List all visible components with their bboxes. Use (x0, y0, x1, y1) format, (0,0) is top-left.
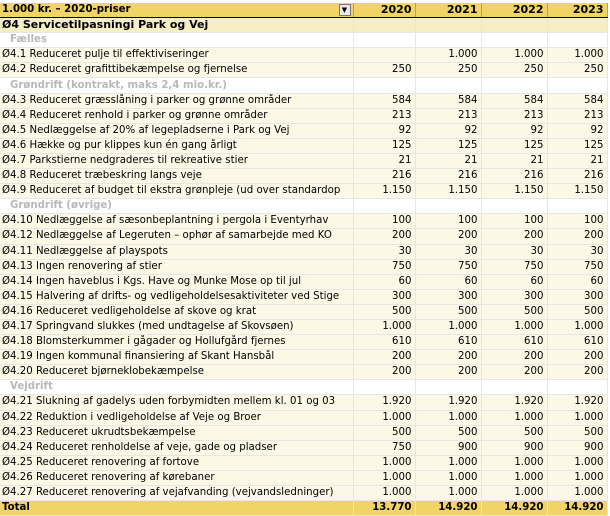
empty-cell[interactable] (481, 199, 547, 214)
budget-table (0, 3, 608, 516)
value-cell-2022[interactable]: 1.000 (481, 410, 547, 425)
value-cell-2020[interactable]: 750 (353, 259, 415, 274)
empty-cell[interactable] (415, 78, 481, 93)
table-row (0, 440, 607, 455)
value-cell-2023[interactable]: 216 (547, 169, 607, 184)
section-label[interactable]: Grøndrift (øvrige) (0, 199, 353, 214)
value-cell-2023[interactable]: 1.150 (547, 184, 607, 199)
value-cell-2022[interactable]: 300 (481, 289, 547, 304)
row-label[interactable]: Ø4.19 Ingen kommunal finansiering af Skant Hansbål (0, 350, 353, 365)
value-cell-2020[interactable]: 200 (353, 229, 415, 244)
value-cell-2022[interactable]: 1.920 (481, 395, 547, 410)
section-label[interactable]: Grøndrift (kontrakt, maks 2,4 mio.kr.) (0, 78, 353, 93)
value-cell-2021[interactable]: 500 (415, 304, 481, 319)
value-cell-2021[interactable]: 1.920 (415, 395, 481, 410)
value-cell-2020[interactable]: 250 (353, 63, 415, 78)
section-label[interactable]: Fælles (0, 33, 353, 48)
row-label[interactable]: Ø4.11 Nedlæggelse af playspots (0, 244, 353, 259)
value-cell-2020[interactable]: 92 (353, 123, 415, 138)
row-label[interactable]: Ø4.1 Reduceret pulje til effektiviseringer (0, 48, 353, 63)
value-cell-2023[interactable]: 1.000 (547, 319, 607, 334)
table-row (0, 289, 607, 304)
value-cell-2023[interactable]: 30 (547, 244, 607, 259)
row-label[interactable]: Ø4.2 Reduceret grafittibekæmpelse og fjernelse (0, 63, 353, 78)
value-cell-2020[interactable]: 30 (353, 244, 415, 259)
value-cell-2020[interactable]: 1.000 (353, 455, 415, 470)
value-cell-2022[interactable]: 500 (481, 304, 547, 319)
value-cell-2020[interactable]: 216 (353, 169, 415, 184)
table-row (0, 48, 607, 63)
row-label[interactable]: Ø4.25 Reduceret renovering af fortove (0, 455, 353, 470)
section-row (0, 78, 607, 93)
value-cell-2023[interactable]: 92 (547, 123, 607, 138)
section-row (0, 33, 607, 48)
empty-cell[interactable] (353, 78, 415, 93)
value-cell-2020[interactable]: 500 (353, 425, 415, 440)
value-cell-2021[interactable]: 1.000 (415, 470, 481, 485)
value-cell-2022[interactable]: 1.000 (481, 319, 547, 334)
table-row (0, 214, 607, 229)
empty-cell[interactable] (547, 78, 607, 93)
empty-cell[interactable] (547, 199, 607, 214)
table-row (0, 153, 607, 168)
value-cell-2020[interactable]: 60 (353, 274, 415, 289)
row-label[interactable]: Ø4.27 Reduceret renovering af vejafvanding (vejvandsledninger) (0, 486, 353, 501)
value-cell-2021[interactable]: 1.000 (415, 410, 481, 425)
row-label[interactable]: Ø4.23 Reduceret ukrudtsbekæmpelse (0, 425, 353, 440)
table-row (0, 138, 607, 153)
value-cell-2022[interactable]: 750 (481, 259, 547, 274)
empty-cell[interactable] (353, 380, 415, 395)
value-cell-2022[interactable]: 1.000 (481, 486, 547, 501)
value-cell-2023[interactable]: 1.000 (547, 48, 607, 63)
row-label[interactable]: Ø4.20 Reduceret bjørneklobekæmpelse (0, 365, 353, 380)
value-cell-2023[interactable]: 900 (547, 440, 607, 455)
table-row (0, 395, 607, 410)
empty-cell[interactable] (353, 33, 415, 48)
value-cell-2020[interactable]: 610 (353, 335, 415, 350)
table-row (0, 184, 607, 199)
empty-cell[interactable] (481, 78, 547, 93)
total-value-2021[interactable]: 14.920 (415, 501, 481, 516)
value-cell-2023[interactable]: 1.920 (547, 395, 607, 410)
value-cell-2020[interactable]: 500 (353, 304, 415, 319)
value-cell-2020[interactable]: 750 (353, 440, 415, 455)
value-cell-2023[interactable]: 300 (547, 289, 607, 304)
value-cell-2021[interactable]: 60 (415, 274, 481, 289)
value-cell-2021[interactable]: 213 (415, 108, 481, 123)
value-cell-2020[interactable]: 200 (353, 350, 415, 365)
table-row (0, 108, 607, 123)
value-cell-2022[interactable]: 200 (481, 365, 547, 380)
value-cell-2020[interactable]: 1.150 (353, 184, 415, 199)
value-cell-2022[interactable]: 250 (481, 63, 547, 78)
value-cell-2021[interactable]: 900 (415, 440, 481, 455)
value-cell-2021[interactable]: 610 (415, 335, 481, 350)
row-label[interactable]: Ø4.22 Reduktion i vedligeholdelse af Veje og Broer (0, 410, 353, 425)
table-row (0, 123, 607, 138)
table-row (0, 455, 607, 470)
row-label[interactable]: Ø4.10 Nedlæggelse af sæsonbeplantning i pergola i Eventyrhav (0, 214, 353, 229)
value-cell-2022[interactable]: 500 (481, 425, 547, 440)
value-cell-2022[interactable]: 1.000 (481, 470, 547, 485)
table-row (0, 350, 607, 365)
value-cell-2022[interactable]: 21 (481, 153, 547, 168)
value-cell-2023[interactable]: 200 (547, 229, 607, 244)
table-row (0, 410, 607, 425)
value-cell-2022[interactable]: 125 (481, 138, 547, 153)
value-cell-2022[interactable]: 200 (481, 229, 547, 244)
empty-cell[interactable] (481, 18, 547, 33)
row-label[interactable]: Ø4.15 Halvering af drifts- og vedligeholdelsesaktiviteter ved Stige (0, 289, 353, 304)
value-cell-2023[interactable]: 250 (547, 63, 607, 78)
year-header-2020[interactable]: 2020 (353, 3, 415, 18)
header-row (0, 3, 607, 18)
total-value-2022[interactable]: 14.920 (481, 501, 547, 516)
value-cell-2020[interactable]: 584 (353, 93, 415, 108)
empty-cell[interactable] (547, 380, 607, 395)
value-cell-2020[interactable]: 1.000 (353, 410, 415, 425)
value-cell-2022[interactable]: 60 (481, 274, 547, 289)
total-label[interactable]: Total (0, 501, 353, 516)
row-label[interactable]: Ø4.8 Reduceret træbeskring langs veje (0, 169, 353, 184)
header-label: 1.000 kr. – 2020-priser (2, 4, 131, 16)
row-label[interactable]: Ø4.6 Hække og pur klippes kun én gang årligt (0, 138, 353, 153)
value-cell-2021[interactable]: 125 (415, 138, 481, 153)
row-label[interactable]: Ø4.9 Reduceret af budget til ekstra grønpleje (ud over standardop (0, 184, 353, 199)
value-cell-2022[interactable]: 1.000 (481, 455, 547, 470)
table-row (0, 229, 607, 244)
table-row (0, 304, 607, 319)
section-row (0, 199, 607, 214)
value-cell-2022[interactable]: 1.000 (481, 48, 547, 63)
row-label[interactable]: Ø4.17 Springvand slukkes (med undtagelse af Skovsøen) (0, 319, 353, 334)
value-cell-2020[interactable]: 1.000 (353, 470, 415, 485)
value-cell-2021[interactable]: 250 (415, 63, 481, 78)
value-cell-2022[interactable]: 216 (481, 169, 547, 184)
value-cell-2021[interactable]: 200 (415, 350, 481, 365)
empty-cell[interactable] (353, 199, 415, 214)
value-cell-2020[interactable]: 125 (353, 138, 415, 153)
value-cell-2022[interactable]: 30 (481, 244, 547, 259)
value-cell-2023[interactable]: 1.000 (547, 455, 607, 470)
year-header-2021[interactable]: 2021 (415, 3, 481, 18)
section-row (0, 380, 607, 395)
table-row (0, 319, 607, 334)
value-cell-2023[interactable]: 125 (547, 138, 607, 153)
total-row (0, 501, 607, 516)
value-cell-2021[interactable]: 1.150 (415, 184, 481, 199)
value-cell-2020[interactable]: 100 (353, 214, 415, 229)
table-row (0, 365, 607, 380)
value-cell-2023[interactable]: 1.000 (547, 486, 607, 501)
row-label[interactable]: Ø4.3 Reduceret græsslåning i parker og grønne områder (0, 93, 353, 108)
value-cell-2023[interactable]: 60 (547, 274, 607, 289)
empty-cell[interactable] (481, 380, 547, 395)
value-cell-2022[interactable]: 900 (481, 440, 547, 455)
value-cell-2023[interactable]: 500 (547, 425, 607, 440)
value-cell-2020[interactable]: 200 (353, 365, 415, 380)
row-label[interactable]: Ø4.24 Reduceret renholdelse af veje, gade og pladser (0, 440, 353, 455)
value-cell-2021[interactable]: 300 (415, 289, 481, 304)
empty-cell[interactable] (547, 33, 607, 48)
value-cell-2021[interactable]: 1.000 (415, 319, 481, 334)
empty-cell[interactable] (547, 18, 607, 33)
value-cell-2020[interactable]: 1.000 (353, 319, 415, 334)
row-label[interactable]: Ø4.4 Reduceret renhold i parker og grønne områder (0, 108, 353, 123)
table-row (0, 244, 607, 259)
value-cell-2023[interactable]: 1.000 (547, 410, 607, 425)
value-cell-2022[interactable]: 100 (481, 214, 547, 229)
value-cell-2020[interactable] (353, 48, 415, 63)
row-label[interactable]: Ø4.18 Blomsterkummer i gågader og Hollufgård fjernes (0, 335, 353, 350)
value-cell-2023[interactable]: 584 (547, 93, 607, 108)
title-row (0, 18, 607, 33)
value-cell-2020[interactable]: 1.920 (353, 395, 415, 410)
value-cell-2020[interactable]: 213 (353, 108, 415, 123)
value-cell-2020[interactable]: 21 (353, 153, 415, 168)
empty-cell[interactable] (415, 380, 481, 395)
table-row (0, 335, 607, 350)
value-cell-2021[interactable]: 584 (415, 93, 481, 108)
value-cell-2021[interactable]: 500 (415, 425, 481, 440)
row-label[interactable]: Ø4.5 Nedlæggelse af 20% af legepladserne i Park og Vej (0, 123, 353, 138)
value-cell-2021[interactable]: 30 (415, 244, 481, 259)
table-row (0, 93, 607, 108)
row-label[interactable]: Ø4.16 Reduceret vedligeholdelse af skove og krat (0, 304, 353, 319)
value-cell-2020[interactable]: 300 (353, 289, 415, 304)
table-title[interactable]: Ø4 Servicetilpasningi Park og Vej (0, 18, 353, 33)
year-header-2023[interactable]: 2023 (547, 3, 607, 18)
value-cell-2022[interactable]: 200 (481, 350, 547, 365)
value-cell-2021[interactable]: 200 (415, 365, 481, 380)
row-label[interactable]: Ø4.12 Nedlæggelse af Legeruten – ophør af samarbejde med KO (0, 229, 353, 244)
table-row (0, 486, 607, 501)
year-header-2022[interactable]: 2022 (481, 3, 547, 18)
value-cell-2023[interactable]: 500 (547, 304, 607, 319)
value-cell-2021[interactable]: 21 (415, 153, 481, 168)
empty-cell[interactable] (415, 199, 481, 214)
value-cell-2022[interactable]: 213 (481, 108, 547, 123)
row-label[interactable]: Ø4.13 Ingen renovering af stier (0, 259, 353, 274)
section-label[interactable]: Vejdrift (0, 380, 353, 395)
row-label[interactable]: Ø4.14 Ingen haveblus i Kgs. Have og Munke Mose op til jul (0, 274, 353, 289)
value-cell-2023[interactable]: 750 (547, 259, 607, 274)
dropdown-arrow-icon[interactable]: ▼ (339, 4, 351, 16)
value-cell-2021[interactable]: 200 (415, 229, 481, 244)
empty-cell[interactable] (481, 33, 547, 48)
value-cell-2023[interactable]: 1.000 (547, 470, 607, 485)
total-value-2020[interactable]: 13.770 (353, 501, 415, 516)
value-cell-2023[interactable]: 21 (547, 153, 607, 168)
value-cell-2021[interactable]: 100 (415, 214, 481, 229)
table-row (0, 274, 607, 289)
row-label[interactable]: Ø4.21 Slukning af gadelys uden forbymidten mellem kl. 01 og 03 (0, 395, 353, 410)
empty-cell[interactable] (353, 18, 415, 33)
table-row (0, 470, 607, 485)
value-cell-2021[interactable]: 1.000 (415, 455, 481, 470)
value-cell-2022[interactable]: 1.150 (481, 184, 547, 199)
value-cell-2022[interactable]: 92 (481, 123, 547, 138)
value-cell-2023[interactable]: 200 (547, 350, 607, 365)
value-cell-2023[interactable]: 610 (547, 335, 607, 350)
value-cell-2021[interactable]: 92 (415, 123, 481, 138)
empty-cell[interactable] (415, 18, 481, 33)
value-cell-2023[interactable]: 100 (547, 214, 607, 229)
value-cell-2021[interactable]: 1.000 (415, 48, 481, 63)
table-row (0, 63, 607, 78)
row-label[interactable]: Ø4.7 Parkstierne nedgraderes til rekreative stier (0, 153, 353, 168)
total-value-2023[interactable]: 14.920 (547, 501, 607, 516)
value-cell-2023[interactable]: 213 (547, 108, 607, 123)
header-label-cell[interactable] (0, 3, 353, 18)
value-cell-2021[interactable]: 750 (415, 259, 481, 274)
table-row (0, 259, 607, 274)
value-cell-2022[interactable]: 584 (481, 93, 547, 108)
row-label[interactable]: Ø4.26 Reduceret renovering af kørebaner (0, 470, 353, 485)
value-cell-2021[interactable]: 216 (415, 169, 481, 184)
table-row (0, 169, 607, 184)
value-cell-2020[interactable]: 1.000 (353, 486, 415, 501)
table-row (0, 425, 607, 440)
value-cell-2023[interactable]: 200 (547, 365, 607, 380)
empty-cell[interactable] (415, 33, 481, 48)
value-cell-2021[interactable]: 1.000 (415, 486, 481, 501)
value-cell-2022[interactable]: 610 (481, 335, 547, 350)
